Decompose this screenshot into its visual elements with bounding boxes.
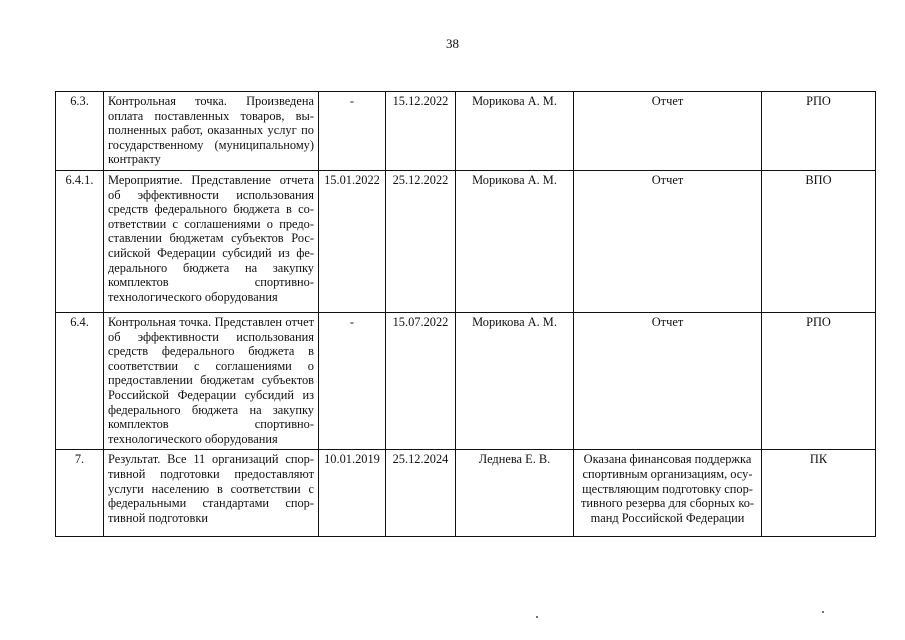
row-description: Контрольная точка. Произведена оплата поставленных товаров, выполненных работ, оказанных услуг по государственному (муниципальному) контракту <box>104 92 319 171</box>
scan-speck <box>536 616 538 618</box>
table-row <box>56 312 876 449</box>
start-date: 15.01.2022 <box>319 170 386 312</box>
row-number: 6.4.1. <box>56 170 104 312</box>
row-description: Контрольная точка. Представлен отчет об эффективности использования средств федерального бюджета в соответствии с соглашениями о предоставлении бюджетам субъектов Российской Федерации субсидий из федерального бюджета на закупку комплектов спортивно-технологического оборудования <box>104 312 319 449</box>
table-row <box>56 170 876 312</box>
result-document: Отчет <box>574 312 762 449</box>
start-date: 10.01.2019 <box>319 450 386 537</box>
row-number: 6.3. <box>56 92 104 171</box>
end-date: 15.07.2022 <box>386 312 456 449</box>
level-code: ПК <box>762 450 876 537</box>
responsible-person: Морикова А. М. <box>456 312 574 449</box>
responsible-person: Леднева Е. В. <box>456 450 574 537</box>
table-row <box>56 450 876 537</box>
result-document: Отчет <box>574 92 762 171</box>
level-code: РПО <box>762 312 876 449</box>
start-date: - <box>319 92 386 171</box>
result-document: Оказана финансовая поддержка спортивным организациям, осуществляющим подготовку спортивного резерва для сборных коmанд Российской Федерации <box>574 450 762 537</box>
scan-speck <box>822 611 824 613</box>
row-description: Мероприятие. Представление отчета об эффективности использования средств федерального бюджета в соответствии с соглашениями о предоставлении бюджетам субъектов Российской Федерации субсидий из федерального бюджета на закупку комплектов спортивно-технологического оборудования <box>104 170 319 312</box>
table-row <box>56 92 876 171</box>
end-date: 15.12.2022 <box>386 92 456 171</box>
responsible-person: Морикова А. М. <box>456 170 574 312</box>
plan-table <box>55 91 876 537</box>
row-description: Результат. Все 11 организаций спортивной подготовки предоставляют услуги населению в соответствии с федеральными стандартами спортивной подготовки <box>104 450 319 537</box>
end-date: 25.12.2022 <box>386 170 456 312</box>
level-code: ВПО <box>762 170 876 312</box>
result-document: Отчет <box>574 170 762 312</box>
start-date: - <box>319 312 386 449</box>
responsible-person: Морикова А. М. <box>456 92 574 171</box>
end-date: 25.12.2024 <box>386 450 456 537</box>
row-number: 6.4. <box>56 312 104 449</box>
page-number: 38 <box>446 36 459 51</box>
row-number: 7. <box>56 450 104 537</box>
level-code: РПО <box>762 92 876 171</box>
